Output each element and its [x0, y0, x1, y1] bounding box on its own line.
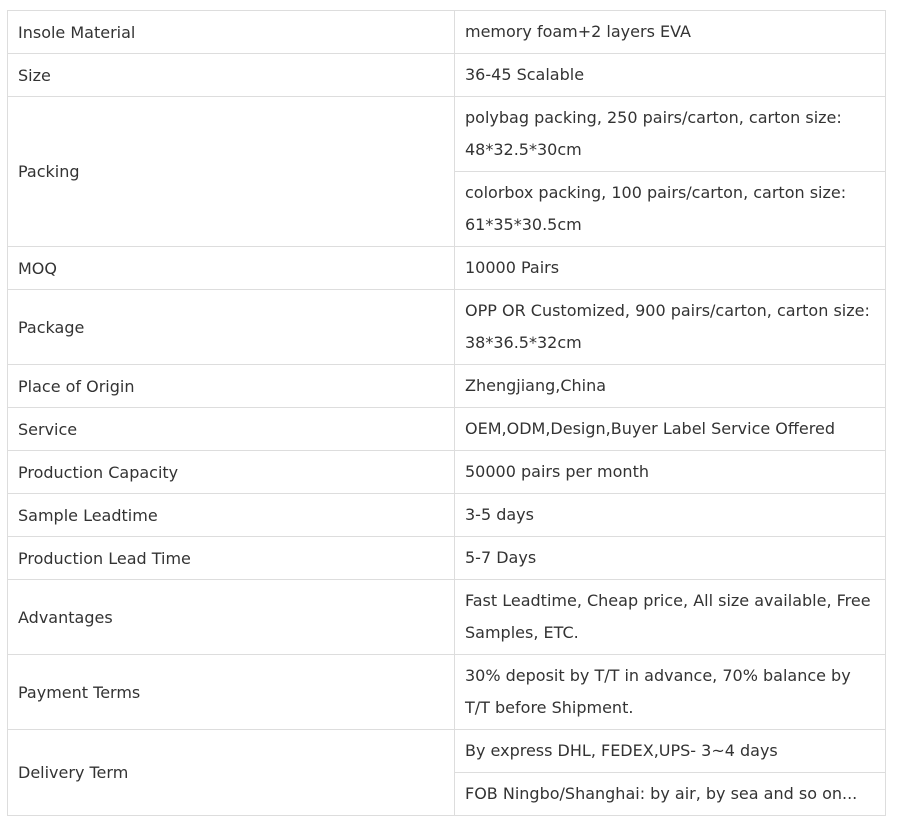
table-row-production-lead-time: [8, 537, 886, 580]
table-row-advantages: [8, 580, 886, 655]
row-value: memory foam+2 layers EVA: [455, 11, 886, 54]
row-value: 30% deposit by T/T in advance, 70% balance by T/T before Shipment.: [455, 655, 886, 730]
row-value: polybag packing, 250 pairs/carton, carton size: 48*32.5*30cm: [455, 97, 886, 172]
row-value: 3-5 days: [455, 494, 886, 537]
table-row-service: [8, 408, 886, 451]
row-value: 50000 pairs per month: [455, 451, 886, 494]
row-value: Zhengjiang,China: [455, 365, 886, 408]
row-label: Place of Origin: [8, 365, 455, 408]
table-row-size: [8, 54, 886, 97]
table-row-package: [8, 290, 886, 365]
row-label: Packing: [8, 97, 455, 247]
row-value: OPP OR Customized, 900 pairs/carton, carton size: 38*36.5*32cm: [455, 290, 886, 365]
table-row-production-capacity: [8, 451, 886, 494]
row-value: Fast Leadtime, Cheap price, All size available, Free Samples, ETC.: [455, 580, 886, 655]
row-value: 10000 Pairs: [455, 247, 886, 290]
table-row-delivery-term: [8, 730, 886, 773]
row-label: Payment Terms: [8, 655, 455, 730]
row-label: Production Lead Time: [8, 537, 455, 580]
row-label: Size: [8, 54, 455, 97]
table-row-packing: [8, 97, 886, 172]
table-row-payment-terms: [8, 655, 886, 730]
row-label: Production Capacity: [8, 451, 455, 494]
table-row-moq: [8, 247, 886, 290]
row-label: Sample Leadtime: [8, 494, 455, 537]
row-label: Service: [8, 408, 455, 451]
row-value: OEM,ODM,Design,Buyer Label Service Offered: [455, 408, 886, 451]
row-value: FOB Ningbo/Shanghai: by air, by sea and so on...: [455, 773, 886, 816]
table-row-sample-leadtime: [8, 494, 886, 537]
table-row-insole-material: [8, 11, 886, 54]
row-label: MOQ: [8, 247, 455, 290]
row-label: Insole Material: [8, 11, 455, 54]
spec-table-body: [8, 11, 886, 816]
row-value: colorbox packing, 100 pairs/carton, carton size: 61*35*30.5cm: [455, 172, 886, 247]
row-label: Package: [8, 290, 455, 365]
row-value: 5-7 Days: [455, 537, 886, 580]
row-label: Delivery Term: [8, 730, 455, 816]
row-value: By express DHL, FEDEX,UPS- 3~4 days: [455, 730, 886, 773]
row-value: 36-45 Scalable: [455, 54, 886, 97]
table-row-place-of-origin: [8, 365, 886, 408]
row-label: Advantages: [8, 580, 455, 655]
spec-table: [7, 10, 886, 816]
